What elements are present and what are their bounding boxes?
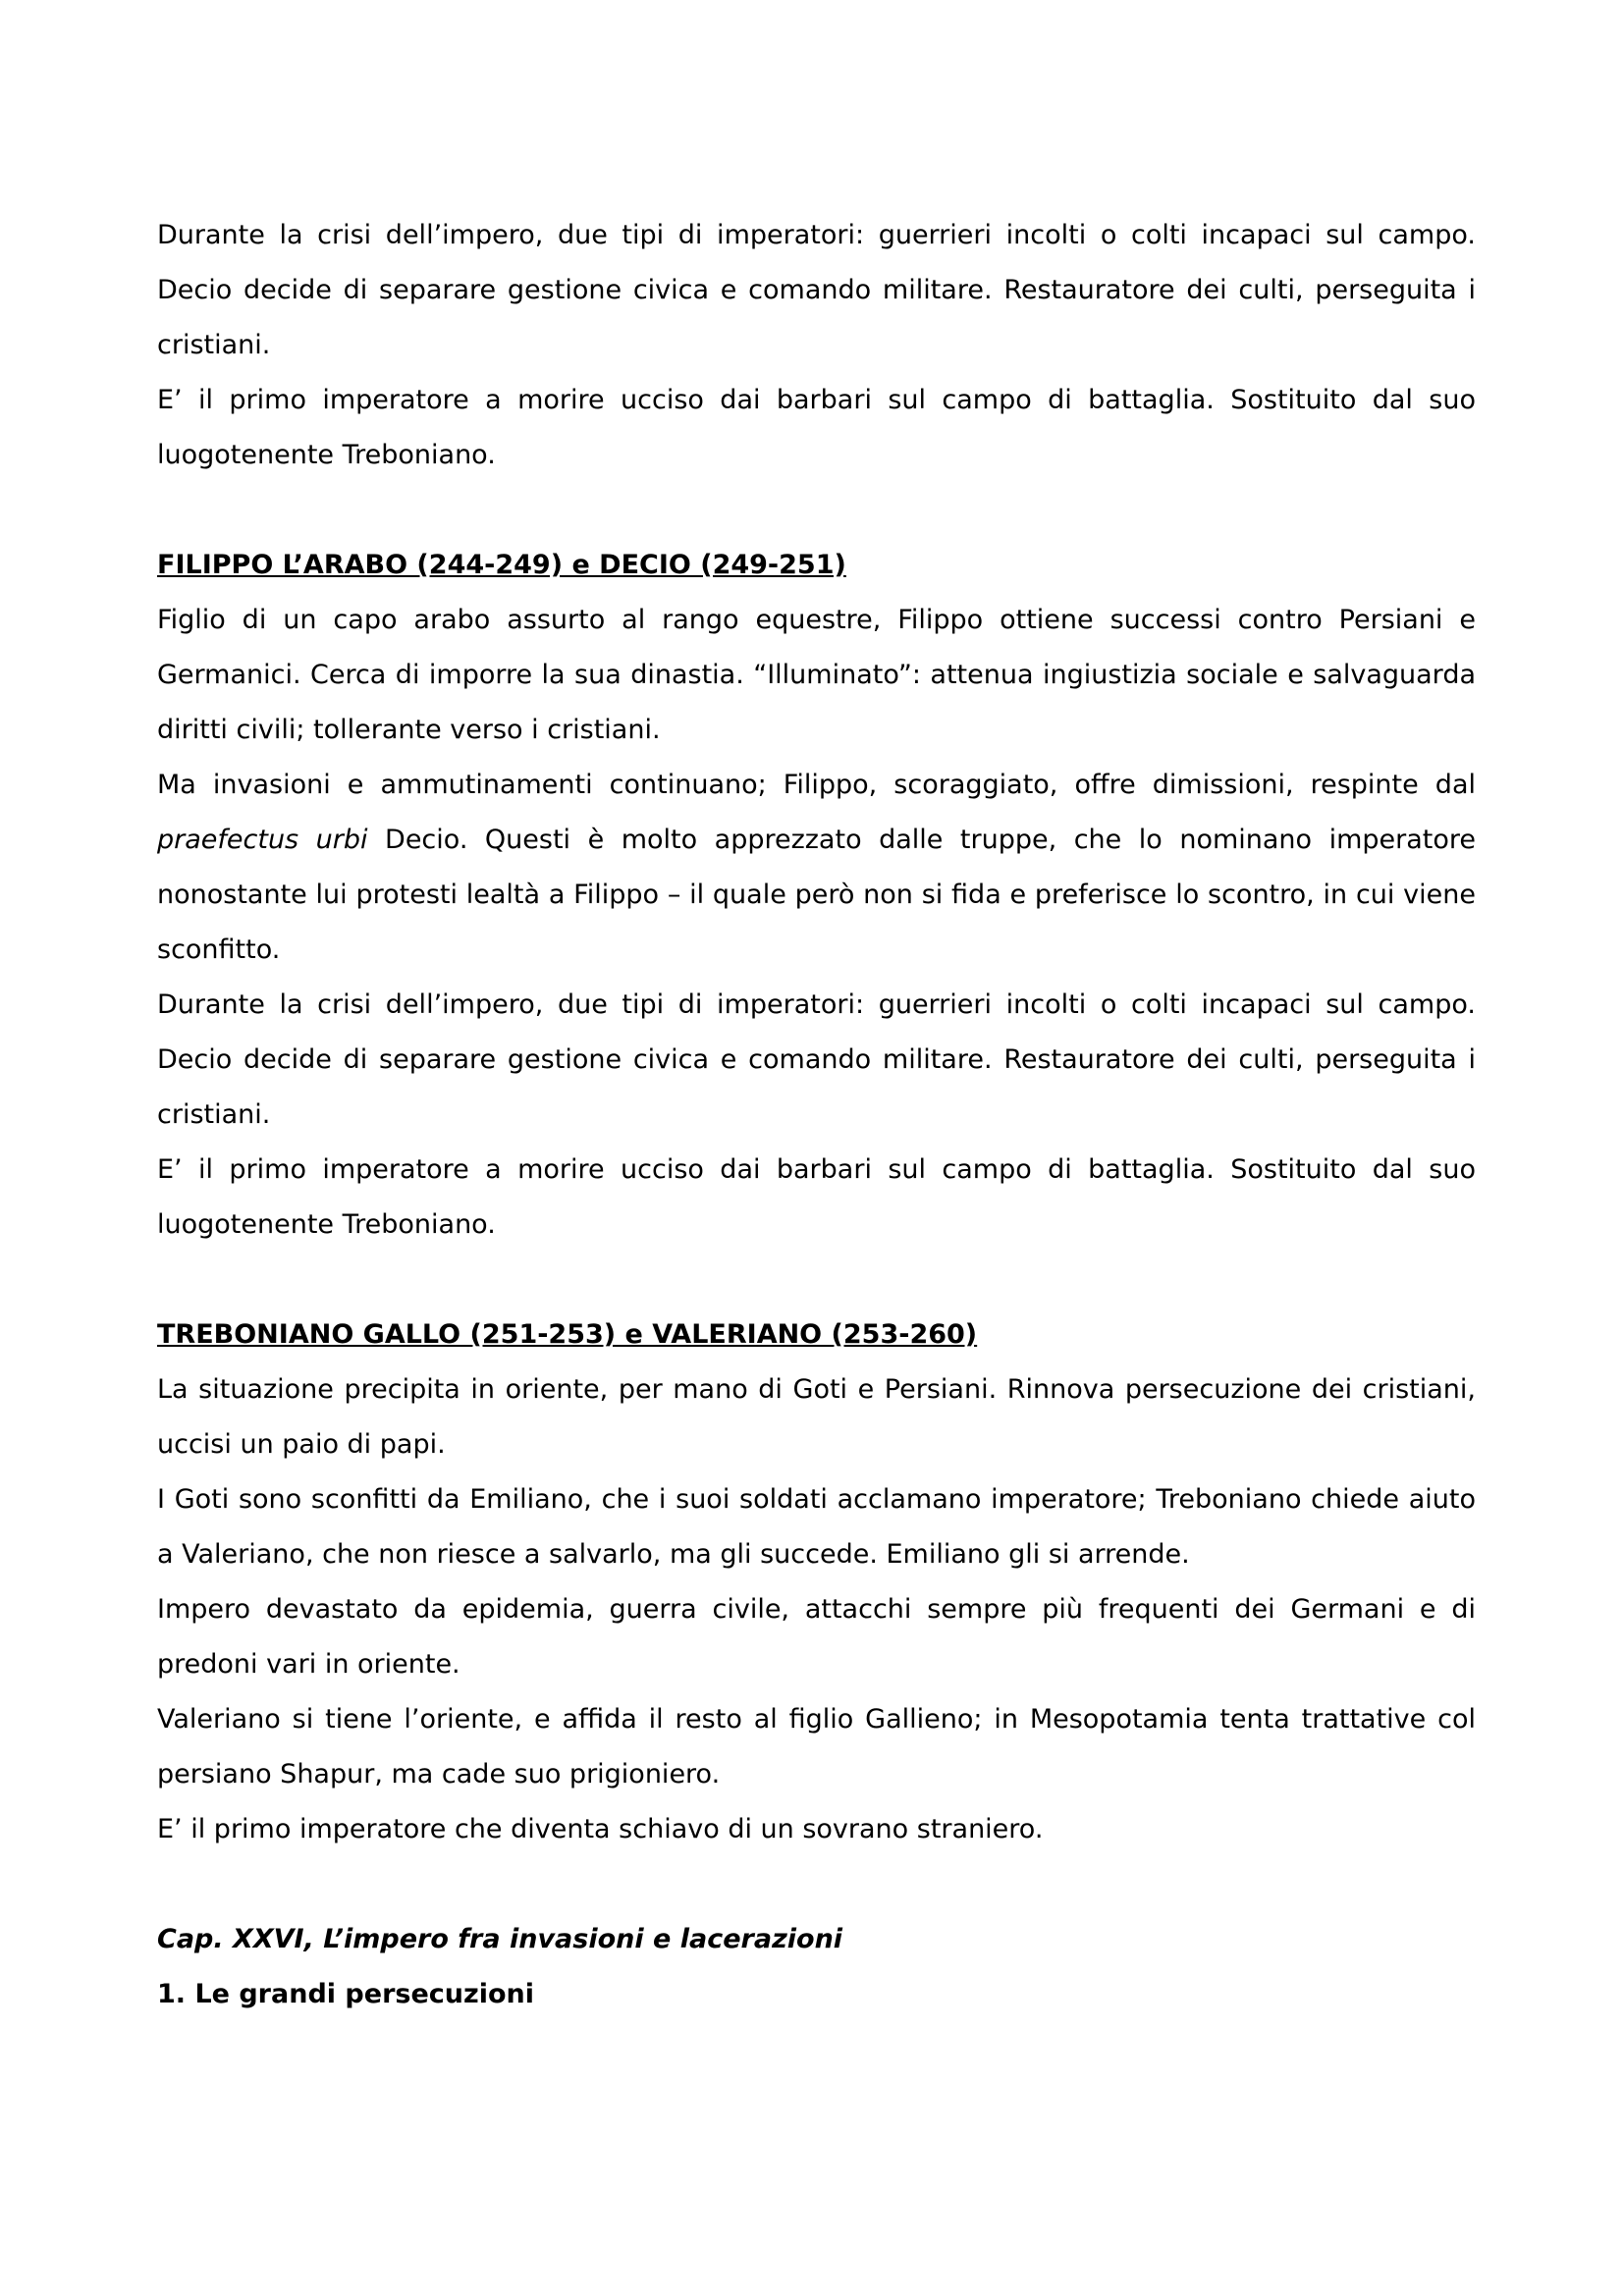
section1-italic-term: praefectus urbi xyxy=(157,825,368,855)
spacer xyxy=(157,1857,1476,1912)
intro-paragraph-1: Durante la crisi dell’impero, due tipi di imperatori: guerrieri incolti o colti incapaci sul campo. Decio decide di separare gestione civica e comando militare. Restauratore dei culti, perseguita i cristiani. xyxy=(157,220,1476,360)
section1-paragraph-2 xyxy=(157,758,1476,978)
section1-paragraph-4: E’ il primo imperatore a morire ucciso dai barbari sul campo di battaglia. Sostituito dal suo luogotenente Treboniano. xyxy=(157,1154,1476,1240)
chapter-title: Cap. XXVI, L’impero fra invasioni e lacerazioni xyxy=(157,1924,843,1954)
section1-paragraph-2-end: Decio. Questi è molto apprezzato dalle truppe, che lo nominano imperatore nonostante lui protesti lealtà a Filippo – il quale però non si fida e preferisce lo scontro, in cui viene sconfitto. xyxy=(157,825,1476,965)
section2-paragraph-1: La situazione precipita in oriente, per mano di Goti e Persiani. Rinnova persecuzione dei cristiani, uccisi un paio di papi. xyxy=(157,1374,1476,1460)
chapter-subtitle: 1. Le grandi persecuzioni xyxy=(157,1979,534,2009)
section2-paragraph-2: I Goti sono sconfitti da Emiliano, che i suoi soldati acclamano imperatore; Treboniano chiede aiuto a Valeriano, che non riesce a salvarlo, ma gli succede. Emiliano gli si arrende. xyxy=(157,1484,1476,1570)
section1-paragraph-3: Durante la crisi dell’impero, due tipi di imperatori: guerrieri incolti o colti incapaci sul campo. Decio decide di separare gestione civica e comando militare. Restauratore dei culti, perseguita i cristiani. xyxy=(157,989,1476,1130)
section2-paragraph-5: E’ il primo imperatore che diventa schiavo di un sovrano straniero. xyxy=(157,1814,1044,1844)
section1-paragraph-2-start: Ma invasioni e ammutinamenti continuano; Filippo, scoraggiato, offre dimissioni, respinte dal xyxy=(157,770,1476,800)
spacer xyxy=(157,1253,1476,1308)
section1-paragraph-1: Figlio di un capo arabo assurto al rango equestre, Filippo ottiene successi contro Persiani e Germanici. Cerca di imporre la sua dinastia. “Illuminato”: attenua ingiustizia sociale e salvaguarda diritti civili; tollerante verso i cristiani. xyxy=(157,605,1476,745)
section-heading-treboniano-valeriano: TREBONIANO GALLO (251-253) e VALERIANO (253-260) xyxy=(157,1319,978,1350)
section2-paragraph-3: Impero devastato da epidemia, guerra civile, attacchi sempre più frequenti dei Germani e di predoni vari in oriente. xyxy=(157,1594,1476,1680)
intro-paragraph-2: E’ il primo imperatore a morire ucciso dai barbari sul campo di battaglia. Sostituito dal suo luogotenente Treboniano. xyxy=(157,385,1476,470)
section-heading-filippo-decio: FILIPPO L’ARABO (244-249) e DECIO (249-251) xyxy=(157,550,846,580)
section2-paragraph-4: Valeriano si tiene l’oriente, e affida il resto al figlio Gallieno; in Mesopotamia tenta trattative col persiano Shapur, ma cade suo prigioniero. xyxy=(157,1704,1476,1789)
document-page xyxy=(157,208,1476,2022)
spacer xyxy=(157,483,1476,538)
